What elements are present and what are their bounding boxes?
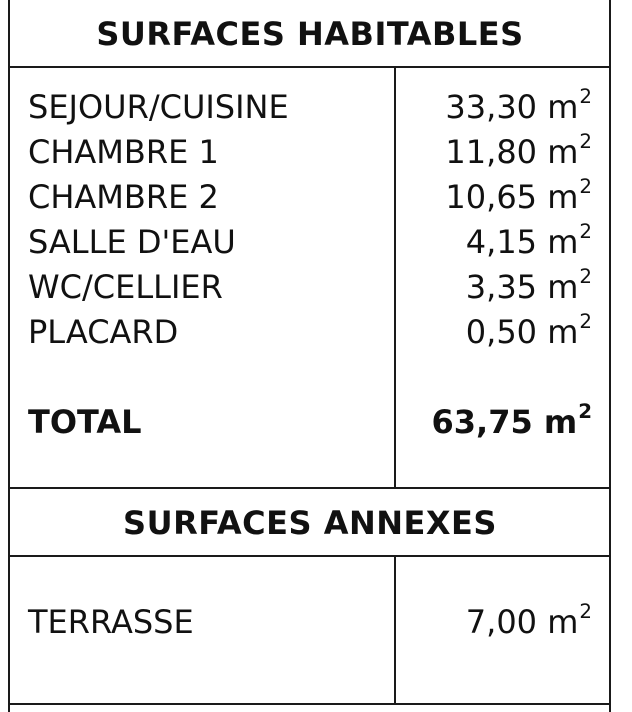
annexes-label-column	[28, 600, 388, 645]
section-divider	[8, 487, 611, 489]
header-divider-habitables	[8, 66, 611, 68]
room-area: 33,30 $m^2$	[445, 85, 592, 126]
annexes-title: SURFACES ANNEXES	[123, 504, 497, 542]
left-border	[8, 0, 10, 712]
room-label: WC/CELLIER	[28, 268, 223, 306]
room-label: CHAMBRE 2	[28, 178, 219, 216]
room-label: SALLE D'EAU	[28, 223, 236, 261]
room-label: PLACARD	[28, 313, 179, 351]
habitables-value-column	[400, 85, 592, 445]
room-label: TERRASSE	[28, 603, 194, 641]
room-area: 4,15 $m^2$	[465, 220, 592, 261]
habitables-label-column	[28, 85, 388, 445]
room-area: 10,65 $m^2$	[445, 175, 592, 216]
total-area: 63,75 $m^2$	[431, 400, 592, 441]
header-divider-annexes	[8, 555, 611, 557]
right-border	[609, 0, 611, 712]
room-area: 3,35 $m^2$	[465, 265, 592, 306]
column-divider-annexes	[394, 556, 396, 704]
annexes-value-column	[400, 600, 592, 645]
column-divider-habitables	[394, 67, 396, 488]
total-label: TOTAL	[28, 403, 142, 441]
room-area: 11,80 $m^2$	[445, 130, 592, 171]
room-label: SEJOUR/CUISINE	[28, 88, 289, 126]
room-area: 0,50 $m^2$	[465, 310, 592, 351]
room-label: CHAMBRE 1	[28, 133, 219, 171]
room-area: 7,00 $m^2$	[465, 600, 592, 641]
habitables-title: SURFACES HABITABLES	[96, 15, 524, 53]
bottom-divider	[8, 703, 611, 705]
